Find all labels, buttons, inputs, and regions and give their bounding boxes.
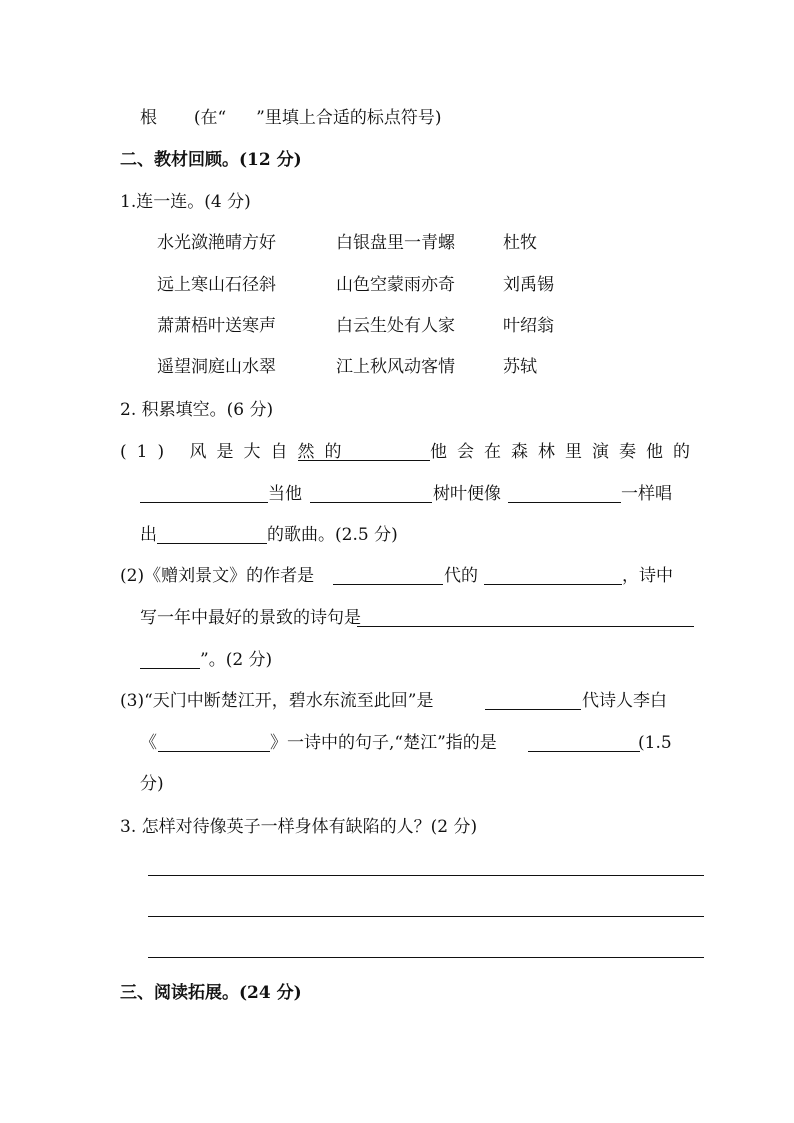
q1-row3-col3: 叶绍翁 [503, 316, 554, 336]
q2-p2-text-e: ”。(2 分) [200, 650, 273, 670]
q2-p2-text-b: 代的 [444, 566, 478, 586]
q2-p1-text-d: 树叶便像 [433, 484, 501, 504]
q2-p1-text-b: 他会在森林里演奏他的 [430, 442, 700, 462]
q3-answer-line-1[interactable] [148, 875, 704, 876]
q3-title: 3. 怎样对待像英子一样身体有缺陷的人？(2 分) [120, 817, 478, 837]
q2-p3-text-e: (1.5 [638, 733, 672, 753]
q2-title: 2. 积累填空。(6 分) [120, 400, 274, 420]
q1-row4-col3: 苏轼 [503, 357, 537, 377]
q2-p1-text-a: (1) 风是大自然的 [120, 442, 352, 462]
q2-p3-text-f: 分) [140, 774, 164, 794]
q2-p2-blank2[interactable] [484, 584, 622, 585]
q2-p1-blank1[interactable] [298, 460, 430, 461]
q3-answer-line-2[interactable] [148, 916, 704, 917]
q2-p1-blank2[interactable] [140, 502, 268, 503]
q2-p1-blank3[interactable] [310, 502, 432, 503]
q2-p2-blank1[interactable] [333, 584, 443, 585]
q1-row4-col2: 江上秋风动客情 [336, 357, 455, 377]
top-note-close: ”里填上合适的标点符号) [256, 108, 442, 128]
q1-row3-col1: 萧萧梧叶送寒声 [157, 316, 276, 336]
section3-heading: 三、阅读拓展。(24 分) [120, 983, 302, 1003]
q2-p2-text-c: ，诗中 [622, 566, 673, 586]
q2-p3-text-d: 》一诗中的句子,“楚江”指的是 [270, 733, 497, 753]
q2-p1-text-g: 的歌曲。(2.5 分) [267, 525, 398, 545]
q2-p3-text-a: (3)“天门中断楚江开，碧水东流至此回”是 [120, 691, 434, 711]
q1-row4-col1: 遥望洞庭山水翠 [157, 357, 276, 377]
q2-p2-text-a: (2)《赠刘景文》的作者是 [120, 566, 315, 586]
q1-row1-col2: 白银盘里一青螺 [336, 233, 455, 253]
q1-row3-col2: 白云生处有人家 [336, 316, 455, 336]
q2-p1-blank4[interactable] [508, 502, 621, 503]
q2-p1-line1b [430, 440, 700, 464]
q2-p3-blank1[interactable] [485, 709, 581, 710]
top-note-open: (在“ [193, 108, 227, 128]
q2-p3-blank2[interactable] [158, 751, 270, 752]
q2-p2-text-d: 写一年中最好的景致的诗句是 [140, 608, 361, 628]
q2-p3-text-b: 代诗人李白 [582, 691, 667, 711]
q1-row2-col2: 山色空蒙雨亦奇 [336, 275, 455, 295]
q2-p1-text-e: 一样唱 [621, 484, 672, 504]
q2-p3-text-c: 《 [140, 733, 157, 753]
q3-answer-line-3[interactable] [148, 957, 704, 958]
top-char: 根 [140, 108, 157, 128]
top-line [140, 106, 441, 130]
q2-p1-blank5[interactable] [157, 543, 267, 544]
q2-p1-text-f: 出 [140, 525, 157, 545]
q2-p2-blank4[interactable] [140, 668, 200, 669]
q2-p2-blank3[interactable] [357, 626, 694, 627]
q1-row2-col3: 刘禹锡 [503, 275, 554, 295]
q1-row1-col1: 水光潋滟晴方好 [157, 233, 276, 253]
q1-row1-col3: 杜牧 [503, 233, 537, 253]
q2-p3-blank3[interactable] [528, 751, 640, 752]
section2-heading: 二、教材回顾。(12 分) [120, 150, 302, 170]
q1-row2-col1: 远上寒山石径斜 [157, 275, 276, 295]
q2-p1-text-c: 当他 [268, 484, 302, 504]
q1-title: 1.连一连。(4 分) [120, 192, 251, 212]
